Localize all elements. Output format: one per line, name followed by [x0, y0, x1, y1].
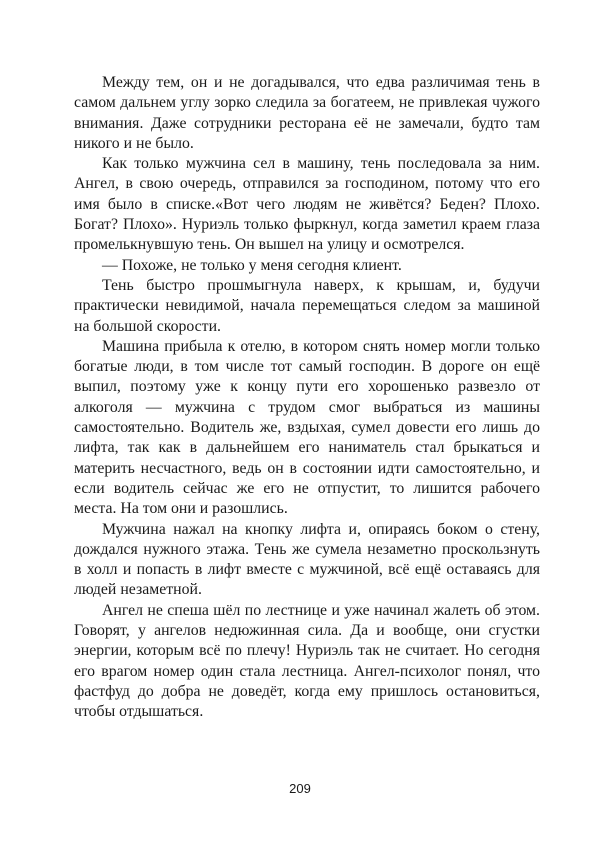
dialogue-line: — Похоже, не только у меня сегодня клиент. [102, 256, 402, 274]
paragraph: Между тем, он и не догадывался, что едва различимая тень в самом дальнем углу зорко следила за богатеем, не привлекая чужого внимания. Даже сотрудники ресторана её не замечали, будто там никого и не было. [74, 74, 540, 152]
paragraph: Тень быстро прошмыгнула наверх, к крышам, и, будучи практически невидимой, начала перемещаться следом за машиной на большой скорости. [74, 276, 540, 335]
paragraph: Как только мужчина сел в машину, тень последовала за ним. Ангел, в свою очередь, отправился за господином, потому что его имя было в списке.«Вот чего людям не живётся? Беден? Плохо. Богат? Плохо». Нуриэль только фыркнул, когда заметил краем глаза промелькнувшую тень. Он вышел на улицу и осмотрелся. [74, 155, 540, 254]
page-body [74, 73, 540, 723]
page-number: 209 [289, 781, 311, 796]
paragraph: Мужчина нажал на кнопку лифта и, опираясь боком о стену, дождался нужного этажа. Тень же сумела незаметно проскользнуть в холл и попасть в лифт вместе с мужчиной, всё ещё оставаясь для людей незаметной. [74, 520, 540, 599]
paragraph: Машина прибыла к отелю, в котором снять номер могли только богатые люди, в том числе тот самый господин. В дороге он ещё выпил, поэтому уже к концу пути его хорошенько развезло от алкоголя — мужчина с трудом смог выбраться из машины самостоятельно. Водитель же, вздыхая, сумел довести его лишь до лифта, так как в дальнейшем его наниматель стал брыкаться и материть несчастного, ведь он в состоянии идти самостоятельно, и если водитель сейчас же его не отпустит, то лишится рабочего места. На том они и разошлись. [74, 337, 540, 518]
paragraph: Ангел не спеша шёл по лестнице и уже начинал жалеть об этом. Говорят, у ангелов недюжинная сила. Да и вообще, они сгустки энергии, которым всё по плечу! Нуриэль так не считает. Но сегодня его врагом номер один стала лестница. Ангел-психолог понял, что фастфуд до добра не доведёт, когда ему пришлось остановиться, чтобы отдышаться. [74, 601, 540, 721]
